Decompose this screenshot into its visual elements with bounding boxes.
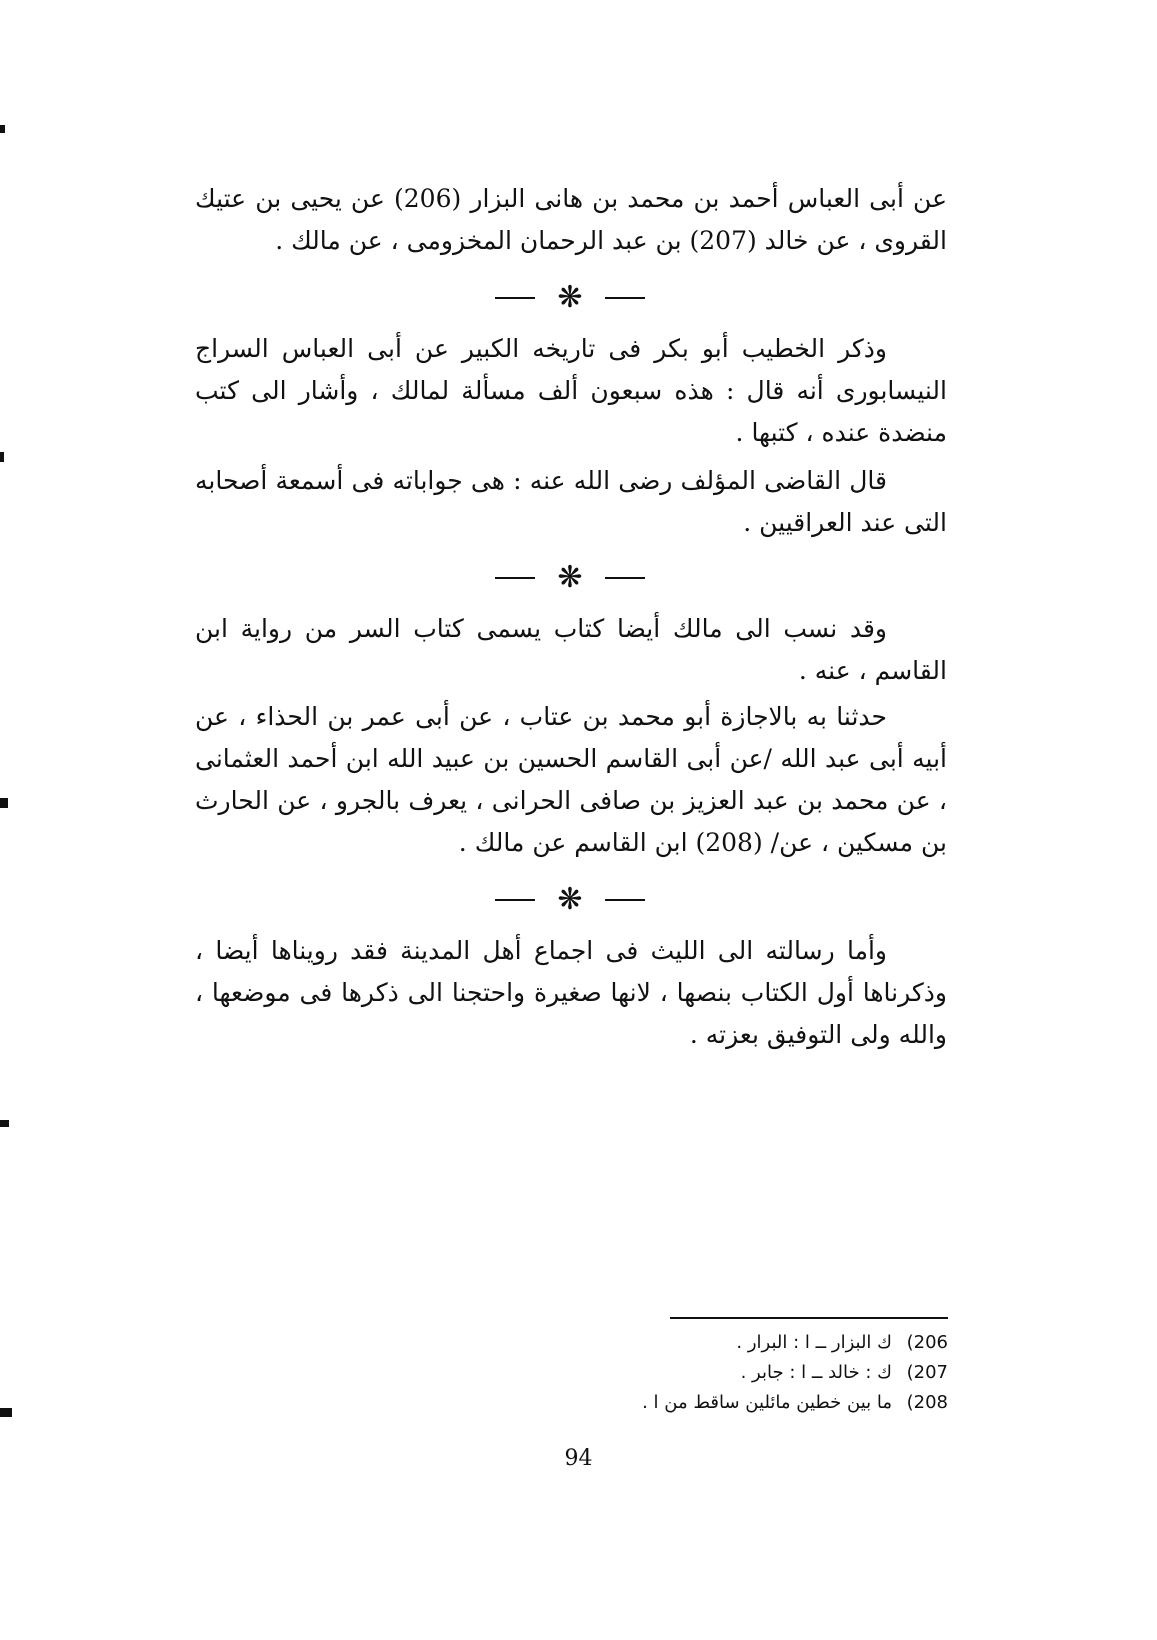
paragraph-2 <box>195 328 947 454</box>
section-separator <box>475 882 665 917</box>
paragraph-5-text: حدثنا به بالاجازة أبو محمد بن عتاب ، عن أبى عمر بن الحذاء ، عن أبيه أبى عبد الله /عن أبى القاسم الحسين بن عبيد الله ابن أحمد العثمانى ، عن محمد بن عبد العزيز بن صافى الحرانى ، يعرف بالجرو ، عن الحارث بن مسكين ، عن/ (208) ابن القاسم عن مالك . <box>195 702 947 857</box>
paragraph-1-text: عن أبى العباس أحمد بن محمد بن هانى البزار (206) عن يحيى بن عتيك القروى ، عن خالد (207) بن عبد الرحمان المخزومى ، عن مالك . <box>195 184 948 255</box>
separator-dash <box>495 899 535 901</box>
asterism-icon: ❋ <box>557 280 583 315</box>
margin-mark <box>0 1120 9 1127</box>
footnote-text: ما بين خطين مائلين ساقط من ا . <box>642 1392 892 1413</box>
separator-dash <box>605 577 645 579</box>
paragraph-3-text: قال القاضى المؤلف رضى الله عنه : هى جواباته فى أسمعة أصحابه التى عند العراقيين . <box>195 466 947 537</box>
paragraph-4 <box>195 608 947 692</box>
section-separator <box>475 560 665 595</box>
footnote-text: ك البزار ــ ا : البرار . <box>736 1332 892 1353</box>
paragraph-5 <box>195 696 947 864</box>
paragraph-6 <box>195 930 947 1056</box>
separator-dash <box>605 899 645 901</box>
margin-mark <box>0 798 8 808</box>
separator-dash <box>495 297 535 299</box>
separator-dash <box>605 297 645 299</box>
footnotes <box>480 1328 948 1418</box>
page-number: 94 <box>564 1446 593 1471</box>
paragraph-1 <box>195 178 947 262</box>
footnote <box>480 1388 948 1418</box>
separator-dash <box>495 577 535 579</box>
footnote-text: ك : خالد ــ ا : جابر . <box>740 1362 892 1383</box>
paragraph-2-text: وذكر الخطيب أبو بكر فى تاريخه الكبير عن أبى العباس السراج النيسابورى أنه قال : هذه سبعون ألف مسألة لمالك ، وأشار الى كتب منضدة عنده ، كتبها . <box>195 334 947 447</box>
asterism-icon: ❋ <box>557 560 583 595</box>
footnote-number: 208) <box>906 1392 948 1413</box>
section-separator <box>475 280 665 315</box>
margin-mark <box>0 1408 12 1417</box>
margin-mark <box>0 452 4 462</box>
footnote <box>480 1358 948 1388</box>
footnote-number: 207) <box>906 1362 948 1383</box>
paragraph-6-text: وأما رسالته الى الليث فى اجماع أهل المدينة فقد رويناها أيضا ، وذكرناها أول الكتاب بنصها ، لانها صغيرة واحتجنا الى ذكرها فى موضعها ، والله ولى التوفيق بعزته . <box>195 936 947 1049</box>
footnote <box>480 1328 948 1358</box>
margin-mark <box>0 125 5 133</box>
footnote-rule <box>670 1317 948 1319</box>
footnote-number: 206) <box>906 1332 948 1353</box>
asterism-icon: ❋ <box>557 882 583 917</box>
paragraph-3 <box>195 460 947 544</box>
paragraph-4-text: وقد نسب الى مالك أيضا كتاب يسمى كتاب السر من رواية ابن القاسم ، عنه . <box>195 614 947 685</box>
